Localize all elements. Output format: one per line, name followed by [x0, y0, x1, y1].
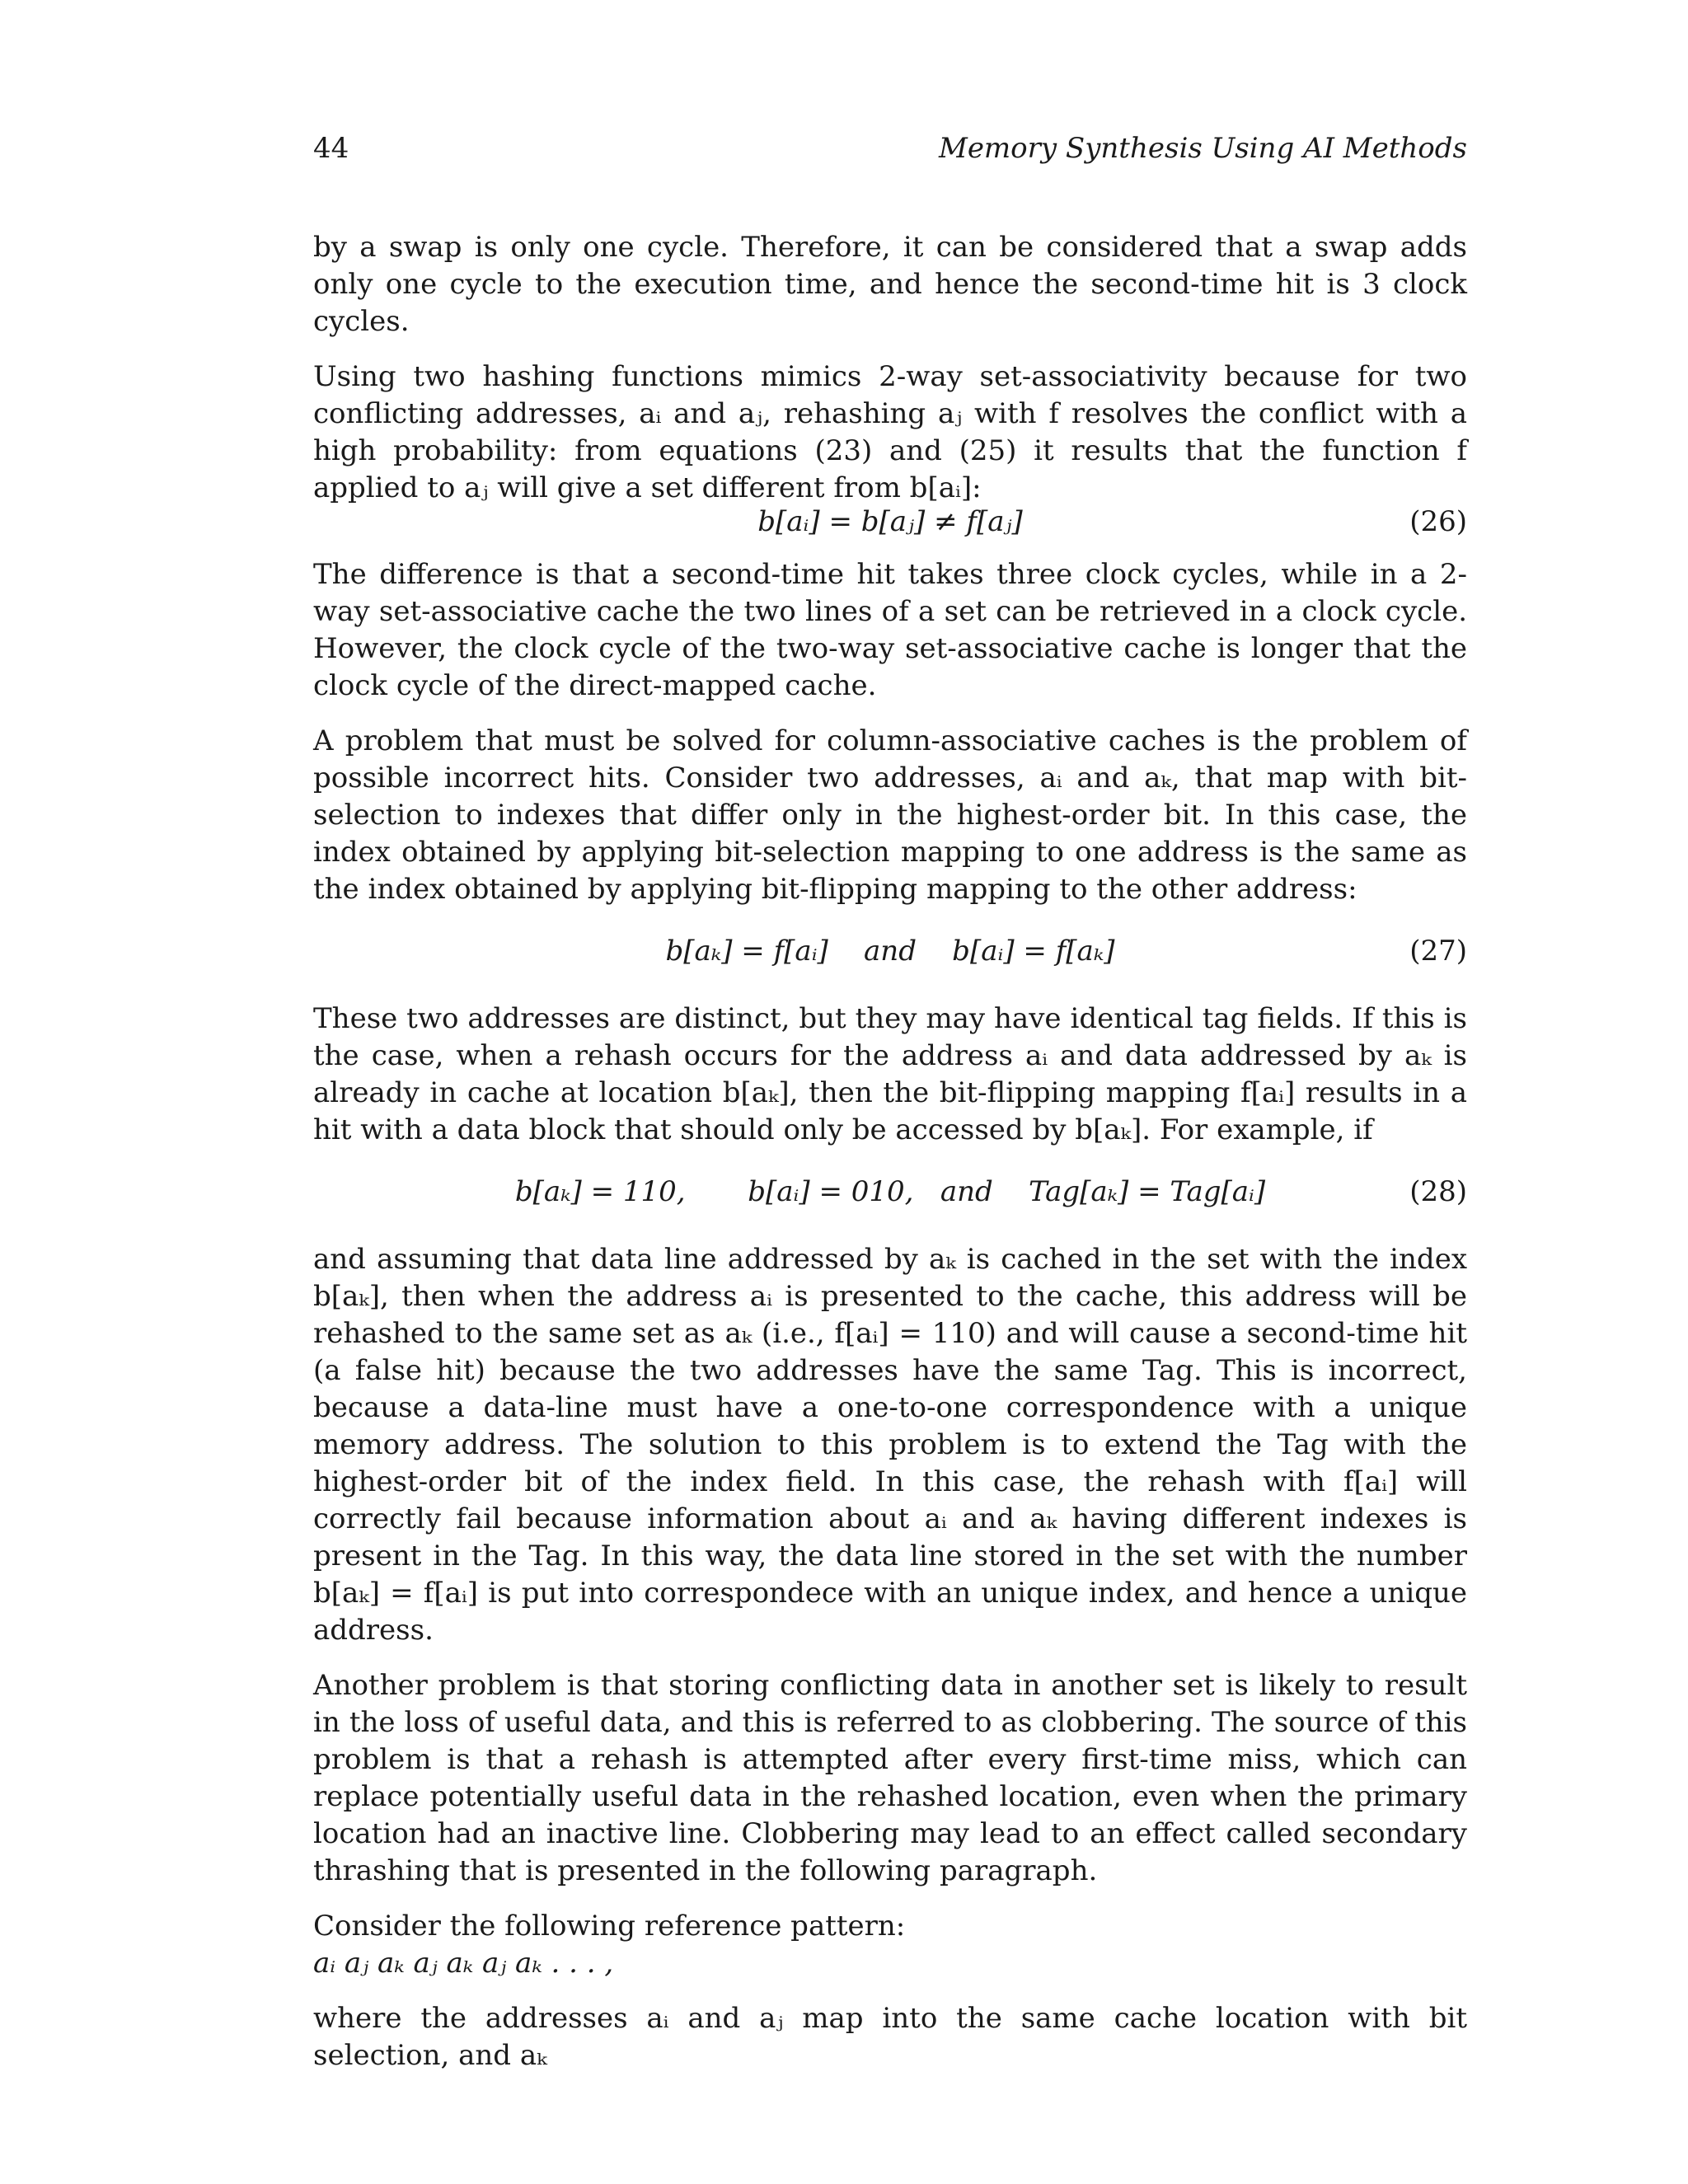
equation-27-expression: b[aₖ] = f[aᵢ] and b[aᵢ] = f[aₖ]: [665, 935, 1115, 968]
paragraph-2: Using two hashing functions mimics 2-way set-associativity because for two conflicting addresses, aᵢ and aⱼ, rehashing aⱼ with f resolves the conflict with a high probability: from equations (23) and (25) it results that the function f applied to aⱼ will give a set different from b[aᵢ]:: [313, 360, 1467, 504]
equation-28: [313, 1167, 1467, 1216]
running-title: Memory Synthesis Using AI Methods: [939, 132, 1467, 165]
paragraph-7: Another problem is that storing conflicting data in another set is likely to result in the loss of useful data, and this is referred to as clobbering. The source of this problem is that a rehash is attempted after every first-time miss, which can replace potentially useful data in the rehashed location, even when the primary location had an inactive line. Clobbering may lead to an effect called secondary thrashing that is presented in the following paragraph.: [313, 1669, 1467, 1887]
paragraph-4: A problem that must be solved for column-associative caches is the problem of possible incorrect hits. Consider two addresses, aᵢ and aₖ, that map with bit-selection to indexes that differ only in the highest-order bit. In this case, the index obtained by applying bit-selection mapping to one address is the same as the index obtained by applying bit-flipping mapping to the other address:: [313, 724, 1467, 906]
paragraph-8-tail: where the addresses aᵢ and aⱼ map into the same cache location with bit selection, and aₖ: [313, 2002, 1467, 2072]
paragraph-8-intro: Consider the following reference pattern:: [313, 1910, 906, 1943]
page-body: [313, 229, 1467, 2093]
equation-26-expression: b[aᵢ] = b[aⱼ] ≠ f[aⱼ]: [757, 505, 1023, 538]
paragraph-6: and assuming that data line addressed by aₖ is cached in the set with the index b[aₖ], then when the address aᵢ is presented to the cache, this address will be rehashed to the same set as aₖ (i.e., f[aᵢ] = 110) and will cause a second-time hit (a false hit) because the two addresses have the same Tag. This is incorrect, because a data-line must have a one-to-one correspondence with a unique memory address. The solution to this problem is to extend the Tag with the highest-order bit of the index field. In this case, the rehash with f[aᵢ] will correctly fail because information about aᵢ and aₖ having different indexes is present in the Tag. In this way, the data line stored in the set with the number b[aₖ] = f[aᵢ] is put into correspondece with an unique index, and hence a unique address.: [313, 1243, 1467, 1647]
equation-27-number: (27): [1409, 935, 1467, 968]
equation-28-expression: b[aₖ] = 110, b[aᵢ] = 010, and Tag[aₖ] = Tag[aᵢ]: [514, 1175, 1266, 1208]
equation-27: [313, 926, 1467, 976]
equation-26-number: (26): [1409, 505, 1467, 538]
paragraph-1: by a swap is only one cycle. Therefore, it can be considered that a swap adds only one cycle to the execution time, and hence the second-time hit is 3 clock cycles.: [313, 231, 1467, 338]
running-header: [313, 132, 1467, 173]
paragraph-5: These two addresses are distinct, but they may have identical tag fields. If this is the case, when a rehash occurs for the address aᵢ and data addressed by aₖ is already in cache at location b[aₖ], then the bit-flipping mapping f[aᵢ] results in a hit with a data block that should only be accessed by b[aₖ]. For example, if: [313, 1002, 1467, 1146]
equation-26: [313, 497, 1467, 538]
paragraph-3: The difference is that a second-time hit takes three clock cycles, while in a 2-way set-associative cache the two lines of a set can be retrieved in a clock cycle. However, the clock cycle of the two-way set-associative cache is longer that the clock cycle of the direct-mapped cache.: [313, 558, 1467, 702]
equation-28-number: (28): [1409, 1175, 1467, 1208]
page-number: 44: [313, 132, 349, 165]
reference-pattern: aᵢ aⱼ aₖ aⱼ aₖ aⱼ aₖ . . . ,: [313, 1947, 614, 1980]
